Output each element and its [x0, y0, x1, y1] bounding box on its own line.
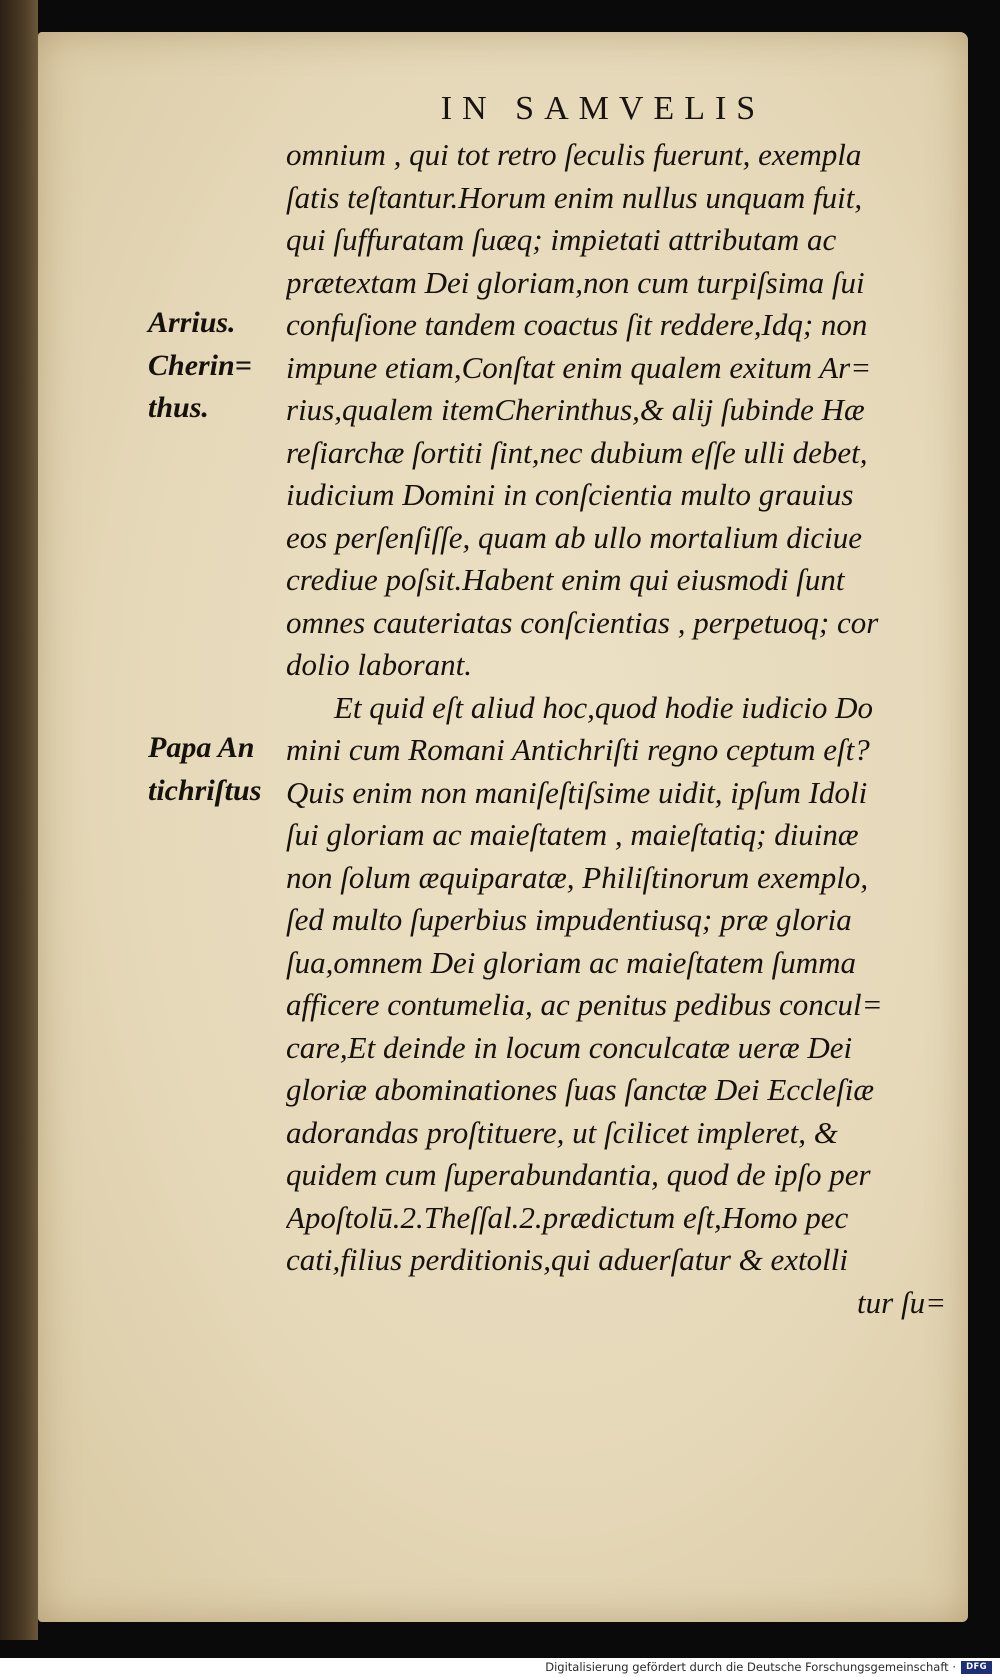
text-line: Quis enim non maniſeſtiſsime uidit, ipſum Idoli — [286, 774, 868, 810]
text-line: Apoſtolū.2.Theſſal.2.prædictum eſt,Homo pec — [286, 1199, 849, 1235]
marginal-note-line: Arrius. — [148, 306, 236, 339]
text-line: ſed multo ſuperbius impudentiusq; præ gloria — [286, 902, 852, 937]
dfg-logo: DFG — [961, 1661, 992, 1674]
text-line: cati,filius perditionis,qui aduerſatur & extolli — [286, 1242, 848, 1277]
text-line: quidem cum ſuperabundantia, quod de ipſo per — [286, 1157, 871, 1192]
marginal-note-line: Cherin= — [148, 348, 252, 382]
text-line: non ſolum æquiparatæ, Philiſtinorum exemplo, — [286, 859, 869, 895]
marginal-note-line: Papa An — [148, 731, 255, 764]
digitization-footer — [0, 1658, 1000, 1677]
marginal-note-line: tichriſtus — [148, 773, 262, 807]
text-line: omnium , qui tot retro ſeculis fuerunt, exempla — [286, 137, 862, 172]
text-line: ſatis teſtantur.Horum enim nullus unquam fuit, — [286, 179, 863, 215]
text-line: omnes cauteriatas conſcientias , perpetuoq; cor — [286, 604, 879, 640]
text-line: gloriæ abominationes ſuas ſanctæ Dei Eccleſiæ — [286, 1072, 875, 1107]
text-line: prætextam Dei gloriam,non cum turpiſsima ſui — [286, 264, 865, 300]
text-line: impune etiam,Conſtat enim qualem exitum Ar= — [286, 349, 872, 385]
text-line: confuſione tandem coactus ſit reddere,Idq; non — [286, 307, 868, 342]
marginal-note-arius — [148, 302, 288, 430]
text-line: mini cum Romani Antichriſti regno ceptum eſt? — [286, 732, 870, 767]
text-line: reſiarchæ ſortiti ſint,nec dubium eſſe ulli debet, — [286, 434, 868, 470]
book-spine — [0, 0, 38, 1640]
text-line: adorandas proſtituere, ut ſcilicet impleret, & — [286, 1114, 838, 1150]
text-line: afficere contumelia, ac penitus pedibus concul= — [286, 987, 883, 1022]
running-head: IN SAMVELIS — [440, 90, 766, 127]
text-line: dolio laborant. — [286, 647, 473, 682]
footer-credit: Digitalisierung gefördert durch die Deutsche Forschungsgemeinschaft · — [545, 1660, 956, 1674]
text-line: ſui gloriam ac maieſtatem , maieſtatiq; diuinæ — [286, 817, 859, 852]
text-line: care,Et deinde in locum conculcatæ ueræ Dei — [286, 1029, 853, 1065]
book-page — [38, 32, 968, 1622]
text-line: iudicium Domini in conſcientia multo grauius — [286, 477, 854, 512]
text-line: crediue poſsit.Habent enim qui eiusmodi ſunt — [286, 562, 845, 597]
body-text — [286, 134, 976, 1324]
marginal-note-papa — [148, 727, 288, 812]
text-line: rius,qualem itemCherinthus,& alij ſubinde Hæ — [286, 392, 865, 427]
marginal-note-line: thus. — [148, 391, 209, 424]
catchword-line: tur ſu= — [857, 1284, 946, 1320]
text-line: eos perſenſiſſe, quam ab ullo mortalium diciue — [286, 519, 863, 555]
text-line: qui ſuffuratam ſuæq; impietati attributam ac — [286, 222, 837, 257]
text-line: ſua,omnem Dei gloriam ac maieſtatem ſumma — [286, 944, 856, 980]
text-line: Et quid eſt aliud hoc,quod hodie iudicio Do — [334, 689, 873, 725]
